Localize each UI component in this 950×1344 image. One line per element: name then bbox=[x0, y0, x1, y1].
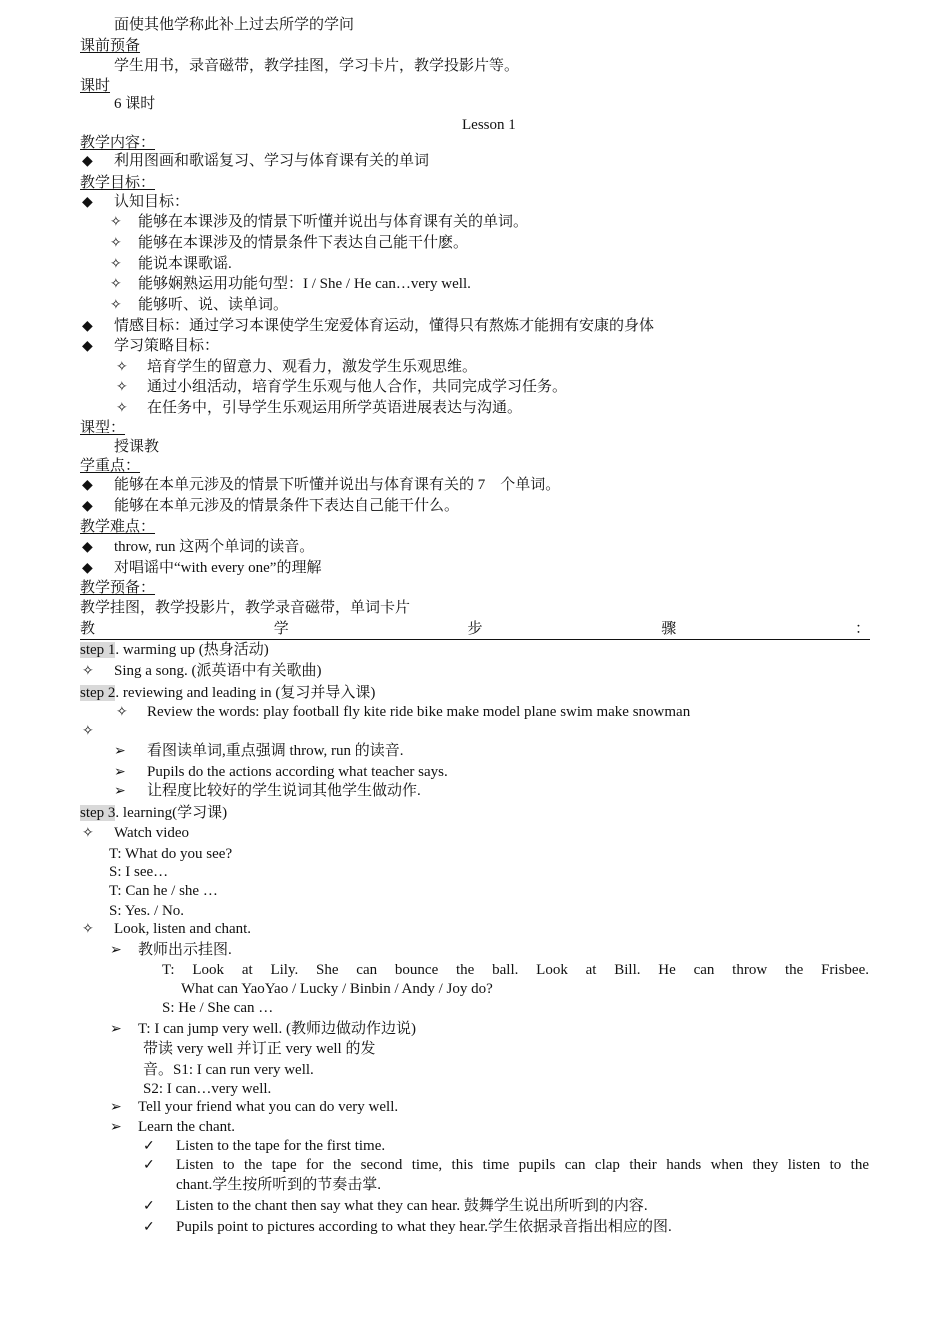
steps-heading bbox=[80, 620, 870, 640]
chant-step-cont: chant.学生按所听到的节奏击掌. bbox=[176, 1177, 381, 1193]
star-bullet-icon: ✧ bbox=[82, 724, 94, 739]
step1-label: step 1 bbox=[80, 642, 116, 658]
star-bullet-icon: ✧ bbox=[116, 401, 128, 416]
teacher-line-cont: What can YaoYao / Lucky / Binbin / Andy / Joy do? bbox=[181, 981, 493, 997]
lead-line: 音。S1: I can run very well. bbox=[143, 1062, 314, 1078]
student-line: S: He / She can … bbox=[162, 1000, 274, 1016]
step2-label: step 2 bbox=[80, 685, 116, 701]
diamond-icon: ◆ bbox=[82, 319, 93, 334]
step3-heading bbox=[80, 804, 227, 823]
diamond-icon: ◆ bbox=[82, 561, 93, 576]
watch-video: Watch video bbox=[114, 825, 190, 841]
content-heading: 教学内容： bbox=[80, 135, 156, 151]
strategy-item: 在任务中，引导学生乐观运用所学英语进展表达与沟通。 bbox=[147, 400, 523, 416]
period-heading: 课时 bbox=[80, 78, 111, 94]
tell-friend: Tell your friend what you can do very well. bbox=[138, 1099, 399, 1115]
key-points-heading: 学重点： bbox=[80, 458, 141, 474]
dialogue-line: S: I see… bbox=[109, 864, 169, 880]
diamond-icon: ◆ bbox=[82, 478, 93, 493]
dialogue-line: S: Yes. / No. bbox=[109, 903, 185, 919]
diamond-icon: ◆ bbox=[82, 154, 93, 169]
goals-heading: 教学目标： bbox=[80, 175, 156, 191]
star-bullet-icon: ✧ bbox=[116, 380, 128, 395]
difficult-item: 对唱谣中“with every one”的理解 bbox=[114, 560, 322, 576]
dialogue-line: T: Can he / she … bbox=[109, 883, 218, 899]
step2-review: Review the words: play football fly kite ride bike make model plane swim make snowman bbox=[147, 704, 691, 720]
arrow-bullet-icon: ➢ bbox=[110, 1120, 122, 1135]
chant-step: Listen to the tape for the second time, this time pupils can clap their hands when they listen to the bbox=[176, 1157, 869, 1173]
star-bullet-icon: ✧ bbox=[110, 215, 122, 230]
chant-step: Pupils point to pictures according to what they hear.学生依据录音指出相应的图. bbox=[176, 1219, 672, 1235]
step2-arrow-item: 看图读单词,重点强调 throw, run 的读音. bbox=[147, 743, 404, 759]
diamond-icon: ◆ bbox=[82, 540, 93, 555]
key-point-item: 能够在本单元涉及的情景下听懂并说出与体育课有关的 7 个单词。 bbox=[114, 477, 561, 493]
prep-heading: 课前预备 bbox=[80, 38, 141, 54]
diamond-icon: ◆ bbox=[82, 499, 93, 514]
prep-text: 学生用书，录音磁带，教学挂图，学习卡片，教学投影片等。 bbox=[114, 58, 520, 74]
step2-arrow-item: 让程度比较好的学生说词其他学生做动作. bbox=[147, 783, 421, 799]
cognitive-heading: 认知目标： bbox=[114, 194, 190, 210]
steps-heading-char: 学 bbox=[273, 621, 289, 637]
step1-title: . warming up (热身活动) bbox=[115, 642, 269, 658]
steps-heading-char: 骤 bbox=[661, 621, 677, 637]
strategy-heading: 学习策略目标： bbox=[114, 338, 220, 354]
star-bullet-icon: ✧ bbox=[82, 664, 94, 679]
star-bullet-icon: ✧ bbox=[110, 236, 122, 251]
step3-label: step 3 bbox=[80, 805, 116, 821]
star-bullet-icon: ✧ bbox=[82, 922, 94, 937]
cognitive-item: 能够在本课涉及的情景条件下表达自己能干什麽。 bbox=[138, 235, 469, 251]
check-icon: ✓ bbox=[143, 1199, 155, 1214]
steps-heading-char: ： bbox=[854, 621, 870, 637]
chant-step: Listen to the chant then say what they can hear. 鼓舞学生说出所听到的内容. bbox=[176, 1198, 648, 1214]
lead-line: 带读 very well 并订正 very well 的发 bbox=[143, 1041, 376, 1057]
arrow-bullet-icon: ➢ bbox=[110, 943, 122, 958]
star-bullet-icon: ✧ bbox=[110, 298, 122, 313]
step2-heading bbox=[80, 684, 375, 703]
arrow-bullet-icon: ➢ bbox=[114, 784, 126, 799]
step1-heading bbox=[80, 641, 269, 660]
arrow-bullet-icon: ➢ bbox=[114, 744, 126, 759]
period-text: 6 课时 bbox=[114, 96, 156, 112]
difficult-item: throw, run 这两个单词的读音。 bbox=[114, 539, 315, 555]
difficult-heading: 教学难点： bbox=[80, 519, 156, 535]
steps-heading-char: 教 bbox=[80, 621, 96, 637]
type-heading: 课型： bbox=[80, 420, 126, 436]
strategy-item: 通过小组活动，培育学生乐观与他人合作，共同完成学习任务。 bbox=[147, 379, 568, 395]
arrow-bullet-icon: ➢ bbox=[110, 1100, 122, 1115]
content-item: 利用图画和歌谣复习、学习与体育课有关的单词 bbox=[114, 153, 430, 169]
look-listen-chant: Look, listen and chant. bbox=[114, 921, 252, 937]
cognitive-item: 能够娴熟运用功能句型：I / She / He can…very well. bbox=[138, 276, 471, 292]
lead-line: S2: I can…very well. bbox=[143, 1081, 272, 1097]
cognitive-item: 能够在本课涉及的情景下听懂并说出与体育课有关的单词。 bbox=[138, 214, 529, 230]
materials-text: 教学挂图，教学投影片，教学录音磁带，单词卡片 bbox=[80, 600, 411, 616]
cognitive-item: 能够听、说、读单词。 bbox=[138, 297, 289, 313]
star-bullet-icon: ✧ bbox=[110, 257, 122, 272]
chant-step: Listen to the tape for the first time. bbox=[176, 1138, 386, 1154]
type-text: 授课教 bbox=[114, 439, 160, 455]
intro-line: 面使其他学称此补上过去所学的学问 bbox=[114, 17, 355, 33]
step1-item: Sing a song. (派英语中有关歌曲) bbox=[114, 663, 322, 679]
diamond-icon: ◆ bbox=[82, 339, 93, 354]
materials-heading: 教学预备： bbox=[80, 580, 156, 596]
step3-title: . learning(学习课) bbox=[115, 805, 228, 821]
strategy-item: 培育学生的留意力、观看力，激发学生乐观思维。 bbox=[147, 359, 478, 375]
step2-title: . reviewing and leading in (复习并导入课) bbox=[115, 685, 376, 701]
diamond-icon: ◆ bbox=[82, 195, 93, 210]
step2-arrow-item: Pupils do the actions according what teacher says. bbox=[147, 764, 448, 780]
star-bullet-icon: ✧ bbox=[82, 826, 94, 841]
teacher-line: T: Look at Lily. She can bounce the ball. Look at Bill. He can throw the Frisbee. bbox=[162, 962, 869, 978]
key-point-item: 能够在本单元涉及的情景条件下表达自己能干什么。 bbox=[114, 498, 460, 514]
jump-line: T: I can jump very well. (教师边做动作边说) bbox=[138, 1021, 416, 1037]
arrow-bullet-icon: ➢ bbox=[114, 765, 126, 780]
check-icon: ✓ bbox=[143, 1139, 155, 1154]
check-icon: ✓ bbox=[143, 1158, 155, 1173]
star-bullet-icon: ✧ bbox=[116, 360, 128, 375]
cognitive-item: 能说本课歌谣. bbox=[138, 256, 232, 272]
check-icon: ✓ bbox=[143, 1220, 155, 1235]
emotion-goal: 情感目标：通过学习本课使学生宠爱体育运动，懂得只有熬炼才能拥有安康的身体 bbox=[114, 318, 655, 334]
star-bullet-icon: ✧ bbox=[116, 705, 128, 720]
lesson-title: Lesson 1 bbox=[462, 117, 516, 133]
learn-chant: Learn the chant. bbox=[138, 1119, 236, 1135]
teacher-shows: 教师出示挂图. bbox=[138, 942, 232, 958]
steps-heading-char: 步 bbox=[467, 621, 483, 637]
dialogue-line: T: What do you see? bbox=[109, 846, 233, 862]
star-bullet-icon: ✧ bbox=[110, 277, 122, 292]
arrow-bullet-icon: ➢ bbox=[110, 1022, 122, 1037]
